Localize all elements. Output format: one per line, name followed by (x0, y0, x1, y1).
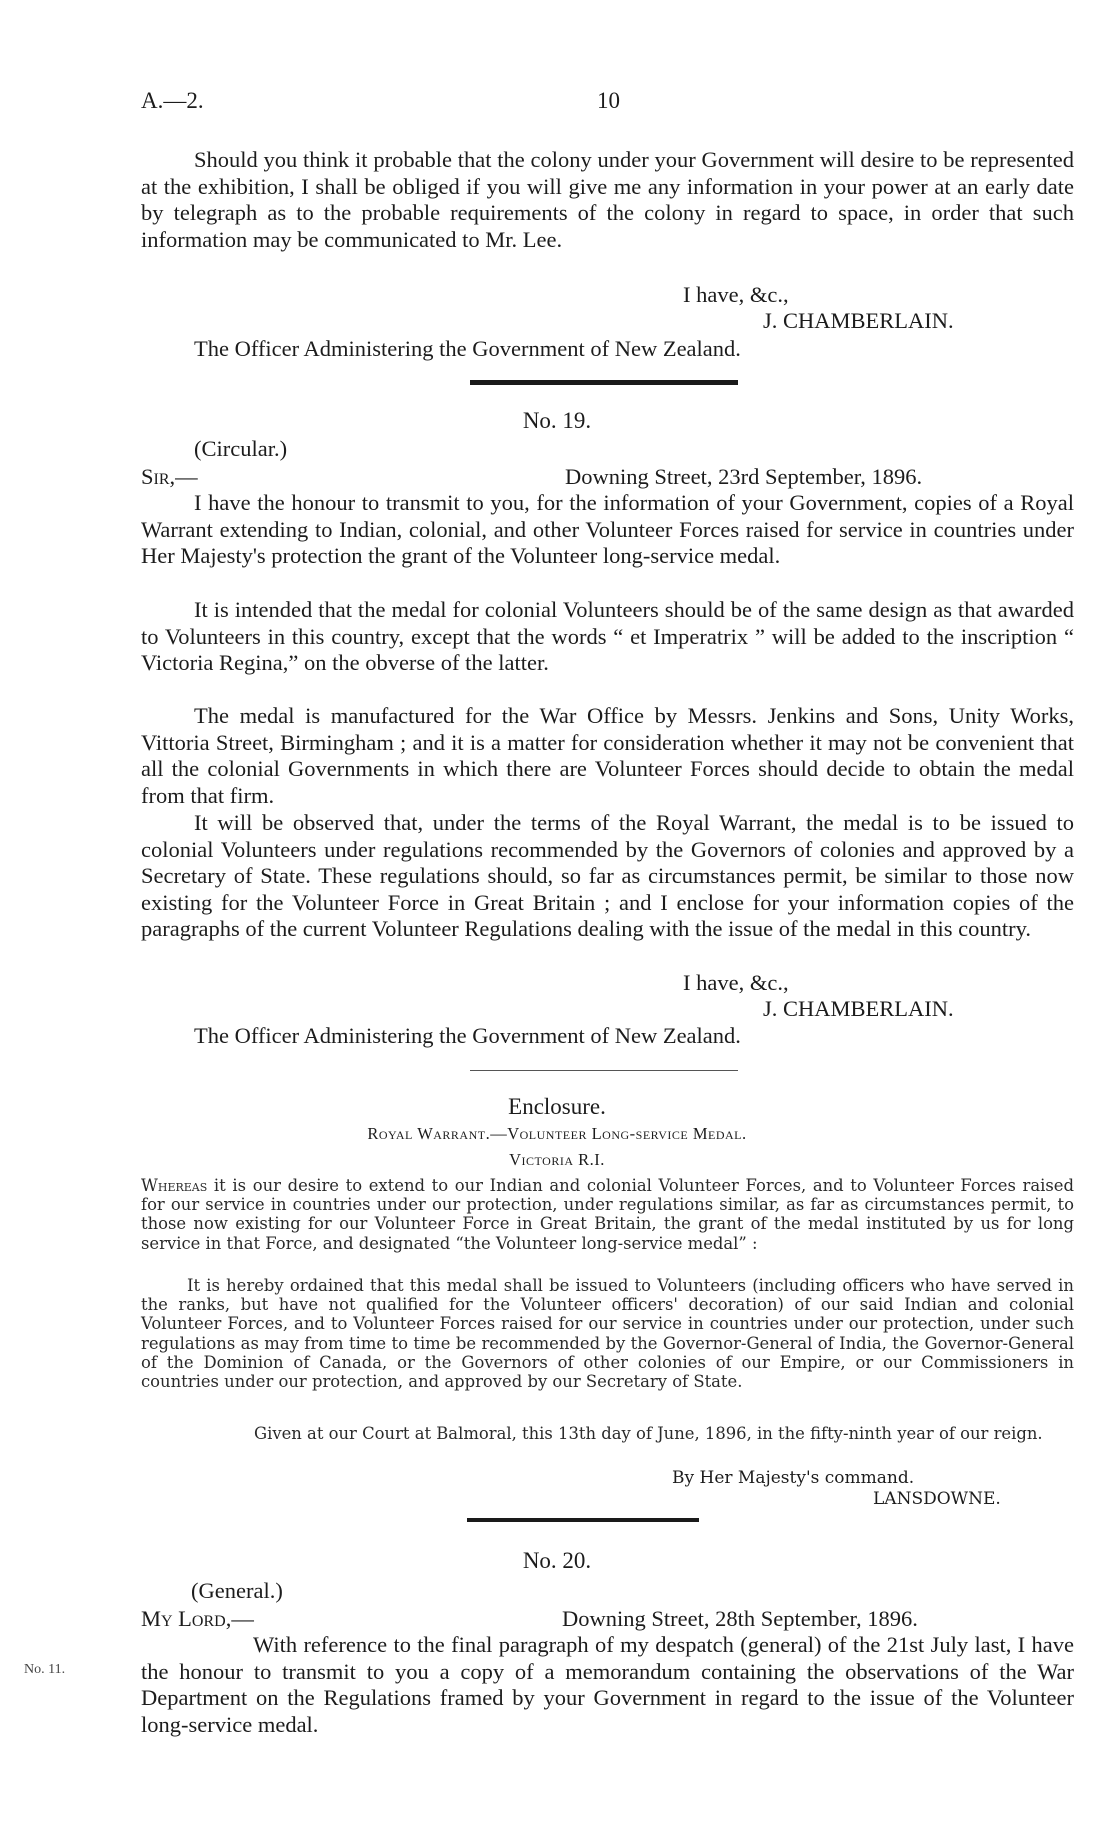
enclosure-heading: Enclosure. (508, 1094, 606, 1119)
enclosure-sovereign: Victoria R.I. (509, 1150, 605, 1169)
letter-19-type: (Circular.) (194, 436, 288, 461)
letter-19-paragraph-2: It is intended that the medal for colonial Volunteers should be of the same design as that awarded to Volunteers in this country, except that the words “ et Imperatrix ” will be added to the inscription “ Victoria Regina,” on the obverse of the latter. (141, 597, 1074, 676)
warrant-signature: LANSDOWNE. (873, 1489, 1001, 1509)
letter-19-date: Downing Street, 23rd September, 1896. (565, 464, 923, 489)
letter-19-paragraph-3: The medal is manufactured for the War Office by Messrs. Jenkins and Sons, Unity Works, Vittoria Street, Birmingham ; and it is a matter for consideration whether it may not be convenient that all the colonial Governments in which there are Volunteer Forces should decide to obtain the medal from that firm. (141, 703, 1074, 808)
letter-20-date: Downing Street, 28th September, 1896. (562, 1606, 918, 1631)
letter-20-margin-note: No. 11. (24, 1662, 66, 1677)
letter-18-closing: I have, &c., (683, 282, 789, 307)
letter-19-signature: J. CHAMBERLAIN. (763, 996, 954, 1021)
letter-20-salutation: My Lord,— (141, 1606, 254, 1631)
enclosure-divider (470, 1070, 738, 1071)
enclosure-title: Royal Warrant.—Volunteer Long-service Medal. (367, 1124, 747, 1143)
letter-19-paragraph-4: It will be observed that, under the terms of the Royal Warrant, the medal is to be issued to colonial Volunteers under regulations recommended by the Governors of colonies and approved by a Secretary of State. These regulations should, so far as circumstances permit, be similar to those now existing for the Volunteer Force in Great Britain ; and I enclose for your information copies of the paragraphs of the current Volunteer Regulations dealing with the issue of the medal in this country. (141, 810, 1074, 942)
letter-18-signature: J. CHAMBERLAIN. (763, 308, 954, 333)
letter-18-addressee: The Officer Administering the Government of New Zealand. (194, 336, 741, 361)
warrant-whereas-text: it is our desire to extend to our Indian and colonial Volunteer Forces, and to Volunteer Forces raised for our service in countries under our protection, under regulations similar, as far as circumstances permit, to those now existing for our Volunteer Force in Great Britain, the grant of the medal instituted by us for long service in that Force, and designated “the Volunteer long-service medal” : (141, 1176, 1075, 1253)
warrant-given: Given at our Court at Balmoral, this 13th day of June, 1896, in the fifty-ninth year of our reign. (254, 1424, 1043, 1443)
letter-19-heading: No. 19. (522, 408, 592, 433)
letter-19-addressee: The Officer Administering the Government of New Zealand. (194, 1023, 741, 1048)
letter-18-body: Should you think it probable that the colony under your Government will desire to be represented at the exhibition, I shall be obliged if you will give me any information in your power at an early date by telegraph as to the probable requirements of the colony in regard to space, in order that such information may be communicated to Mr. Lee. (141, 147, 1074, 252)
letter-19-salutation: Sir,— (141, 464, 198, 489)
letter-19-paragraph-1: I have the honour to transmit to you, for the information of your Government, copies of a Royal Warrant extending to Indian, colonial, and other Volunteer Forces raised for service in countries under Her Majesty's protection the grant of the Volunteer long-service medal. (141, 490, 1074, 569)
document-code: A.—2. (141, 88, 204, 113)
letter-20-heading: No. 20. (522, 1548, 592, 1573)
section-divider-2 (467, 1518, 699, 1522)
section-divider (470, 380, 738, 385)
warrant-ordained: It is hereby ordained that this medal shall be issued to Volunteers (including officers who have served in the ranks, but have not qualified for the Volunteer officers' decoration) of our said Indian and colonial Volunteer Forces, and to Volunteer Forces raised for our service in countries under our protection, under such regulations as may from time to time be recommended by the Governor-General of India, the Governor-General of the Dominion of Canada, or the Governors of other colonies of our Empire, or our Commissioners in countries under our protection, and approved by our Secretary of State. (141, 1276, 1074, 1392)
warrant-whereas (141, 1176, 1074, 1253)
warrant-whereas-lead: Whereas (141, 1176, 208, 1195)
warrant-command: By Her Majesty's command. (672, 1468, 915, 1488)
letter-20-type: (General.) (191, 1578, 283, 1603)
letter-19-closing: I have, &c., (683, 970, 789, 995)
letter-20-body: With reference to the final paragraph of my despatch (general) of the 21st July last, I have the honour to transmit to you a copy of a memorandum containing the observations of the War Department on the Regulations framed by your Government in regard to the issue of the Volunteer long-service medal. (141, 1632, 1074, 1737)
page-number: 10 (597, 88, 620, 113)
